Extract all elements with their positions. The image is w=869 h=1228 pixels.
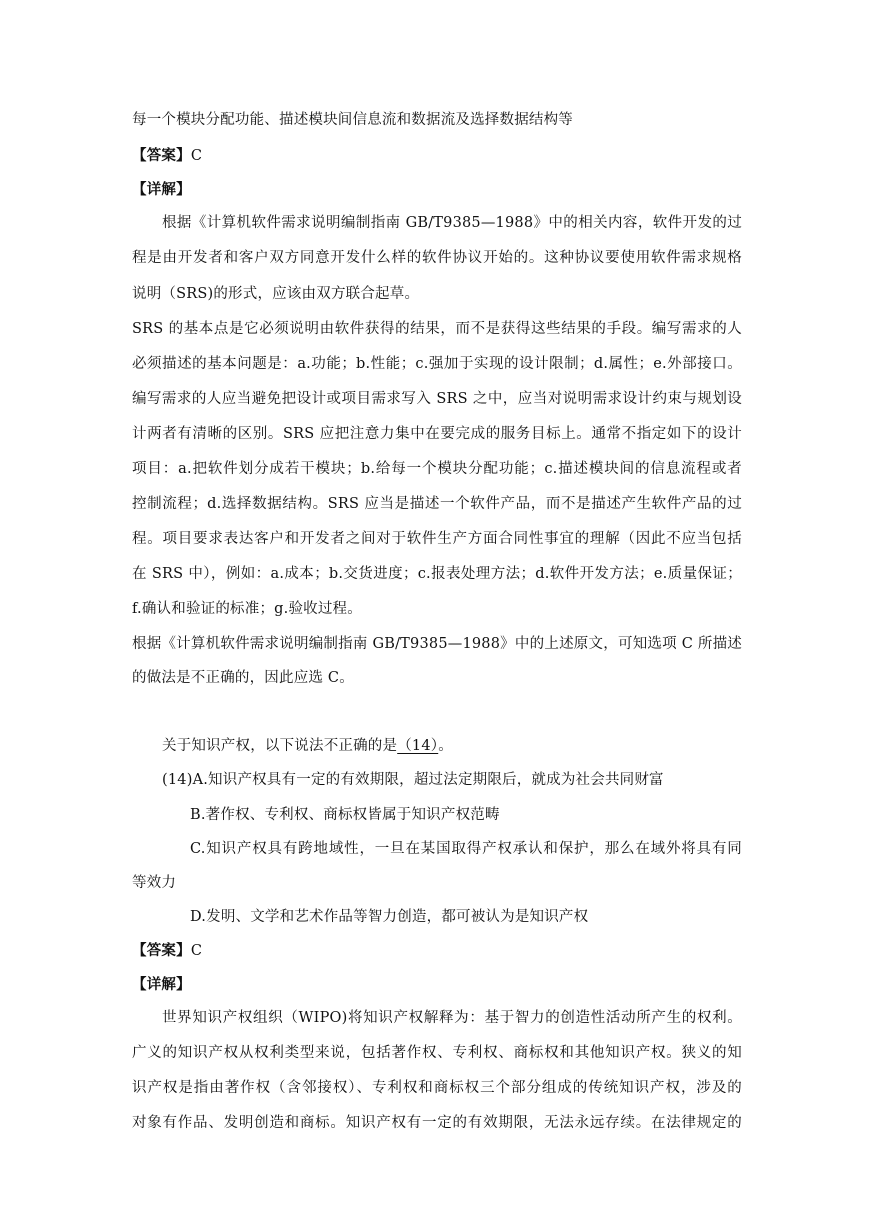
explanation-heading: 【详解】: [132, 181, 191, 198]
paragraph-line: 编写需求的人应当避免把设计或项目需求写入 SRS 之中，应当对说明需求设计约束与规划设: [132, 391, 742, 407]
answer-line: [132, 146, 742, 166]
question-end: 。: [438, 738, 453, 754]
option-a: (14)A.知识产权具有一定的有效期限，超过法定期限后，就成为社会共同财富: [162, 772, 664, 788]
question-text: 关于知识产权，以下说法不正确的是: [162, 738, 398, 754]
paragraph-line: 必须描述的基本问题是：a.功能；b.性能；c.强加于实现的设计限制；d.属性；e.外部接口。: [132, 356, 742, 372]
paragraph-line: 的做法是不正确的，因此应选 C。: [132, 670, 354, 686]
paragraph-line: 说明（SRS)的形式，应该由双方联合起草。: [132, 286, 420, 302]
paragraph-line: 对象有作品、发明创造和商标。知识产权有一定的有效期限，无法永远存续。在法律规定的: [132, 1115, 742, 1131]
paragraph-line: 根据《计算机软件需求说明编制指南 GB/T9385—1988》中的相关内容，软件开发的过: [162, 215, 742, 231]
paragraph-line: 根据《计算机软件需求说明编制指南 GB/T9385—1988》中的上述原文，可知选项 C 所描述: [132, 636, 742, 652]
question-line: [162, 736, 742, 756]
answer-value: C: [190, 148, 203, 164]
paragraph-line: f.确认和验证的标准；g.验收过程。: [132, 601, 362, 617]
paragraph-line: SRS 的基本点是它必须说明由软件获得的结果，而不是获得这些结果的手段。编写需求的人: [132, 321, 742, 337]
answer-label: 【答案】: [132, 147, 191, 164]
paragraph-line: 程。项目要求表达客户和开发者之间对于软件生产方面合同性事宜的理解（因此不应当包括: [132, 531, 742, 547]
option-c: C.知识产权具有跨地域性，一旦在某国取得产权承认和保护，那么在域外将具有同: [190, 841, 742, 857]
paragraph-line: 广义的知识产权从权利类型来说，包括著作权、专利权、商标权和其他知识产权。狭义的知: [132, 1045, 742, 1061]
question-blank: （14）: [397, 738, 439, 754]
text-line: 每一个模块分配功能、描述模块间信息流和数据流及选择数据结构等: [132, 112, 573, 128]
paragraph-line: 在 SRS 中），例如：a.成本；b.交货进度；c.报表处理方法；d.软件开发方法；e.质量保证；: [132, 566, 742, 582]
paragraph-line: 计两者有清晰的区别。SRS 应把注意力集中在要完成的服务目标上。通常不指定如下的设计: [132, 426, 742, 442]
option-c-continued: 等效力: [132, 875, 177, 891]
option-d: D.发明、文学和艺术作品等智力创造，都可被认为是知识产权: [190, 909, 589, 925]
paragraph-line: 识产权是指由著作权（含邻接权）、专利权和商标权三个部分组成的传统知识产权，涉及的: [132, 1080, 742, 1096]
paragraph-line: 程是由开发者和客户双方同意开发什么样的软件协议开始的。这种协议要使用软件需求规格: [132, 250, 742, 266]
answer-line: [132, 941, 742, 961]
paragraph-line: 控制流程；d.选择数据结构。SRS 应当是描述一个软件产品，而不是描述产生软件产品的过: [132, 496, 742, 512]
explanation-heading: 【详解】: [132, 976, 191, 993]
option-b: B.著作权、专利权、商标权皆属于知识产权范畴: [190, 807, 500, 823]
paragraph-line: 项目：a.把软件划分成若干模块；b.给每一个模块分配功能；c.描述模块间的信息流程或者: [132, 461, 742, 477]
answer-value: C: [190, 943, 203, 959]
paragraph-line: 世界知识产权组织（WIPO)将知识产权解释为：基于智力的创造性活动所产生的权利。: [162, 1010, 742, 1026]
answer-label: 【答案】: [132, 942, 191, 959]
